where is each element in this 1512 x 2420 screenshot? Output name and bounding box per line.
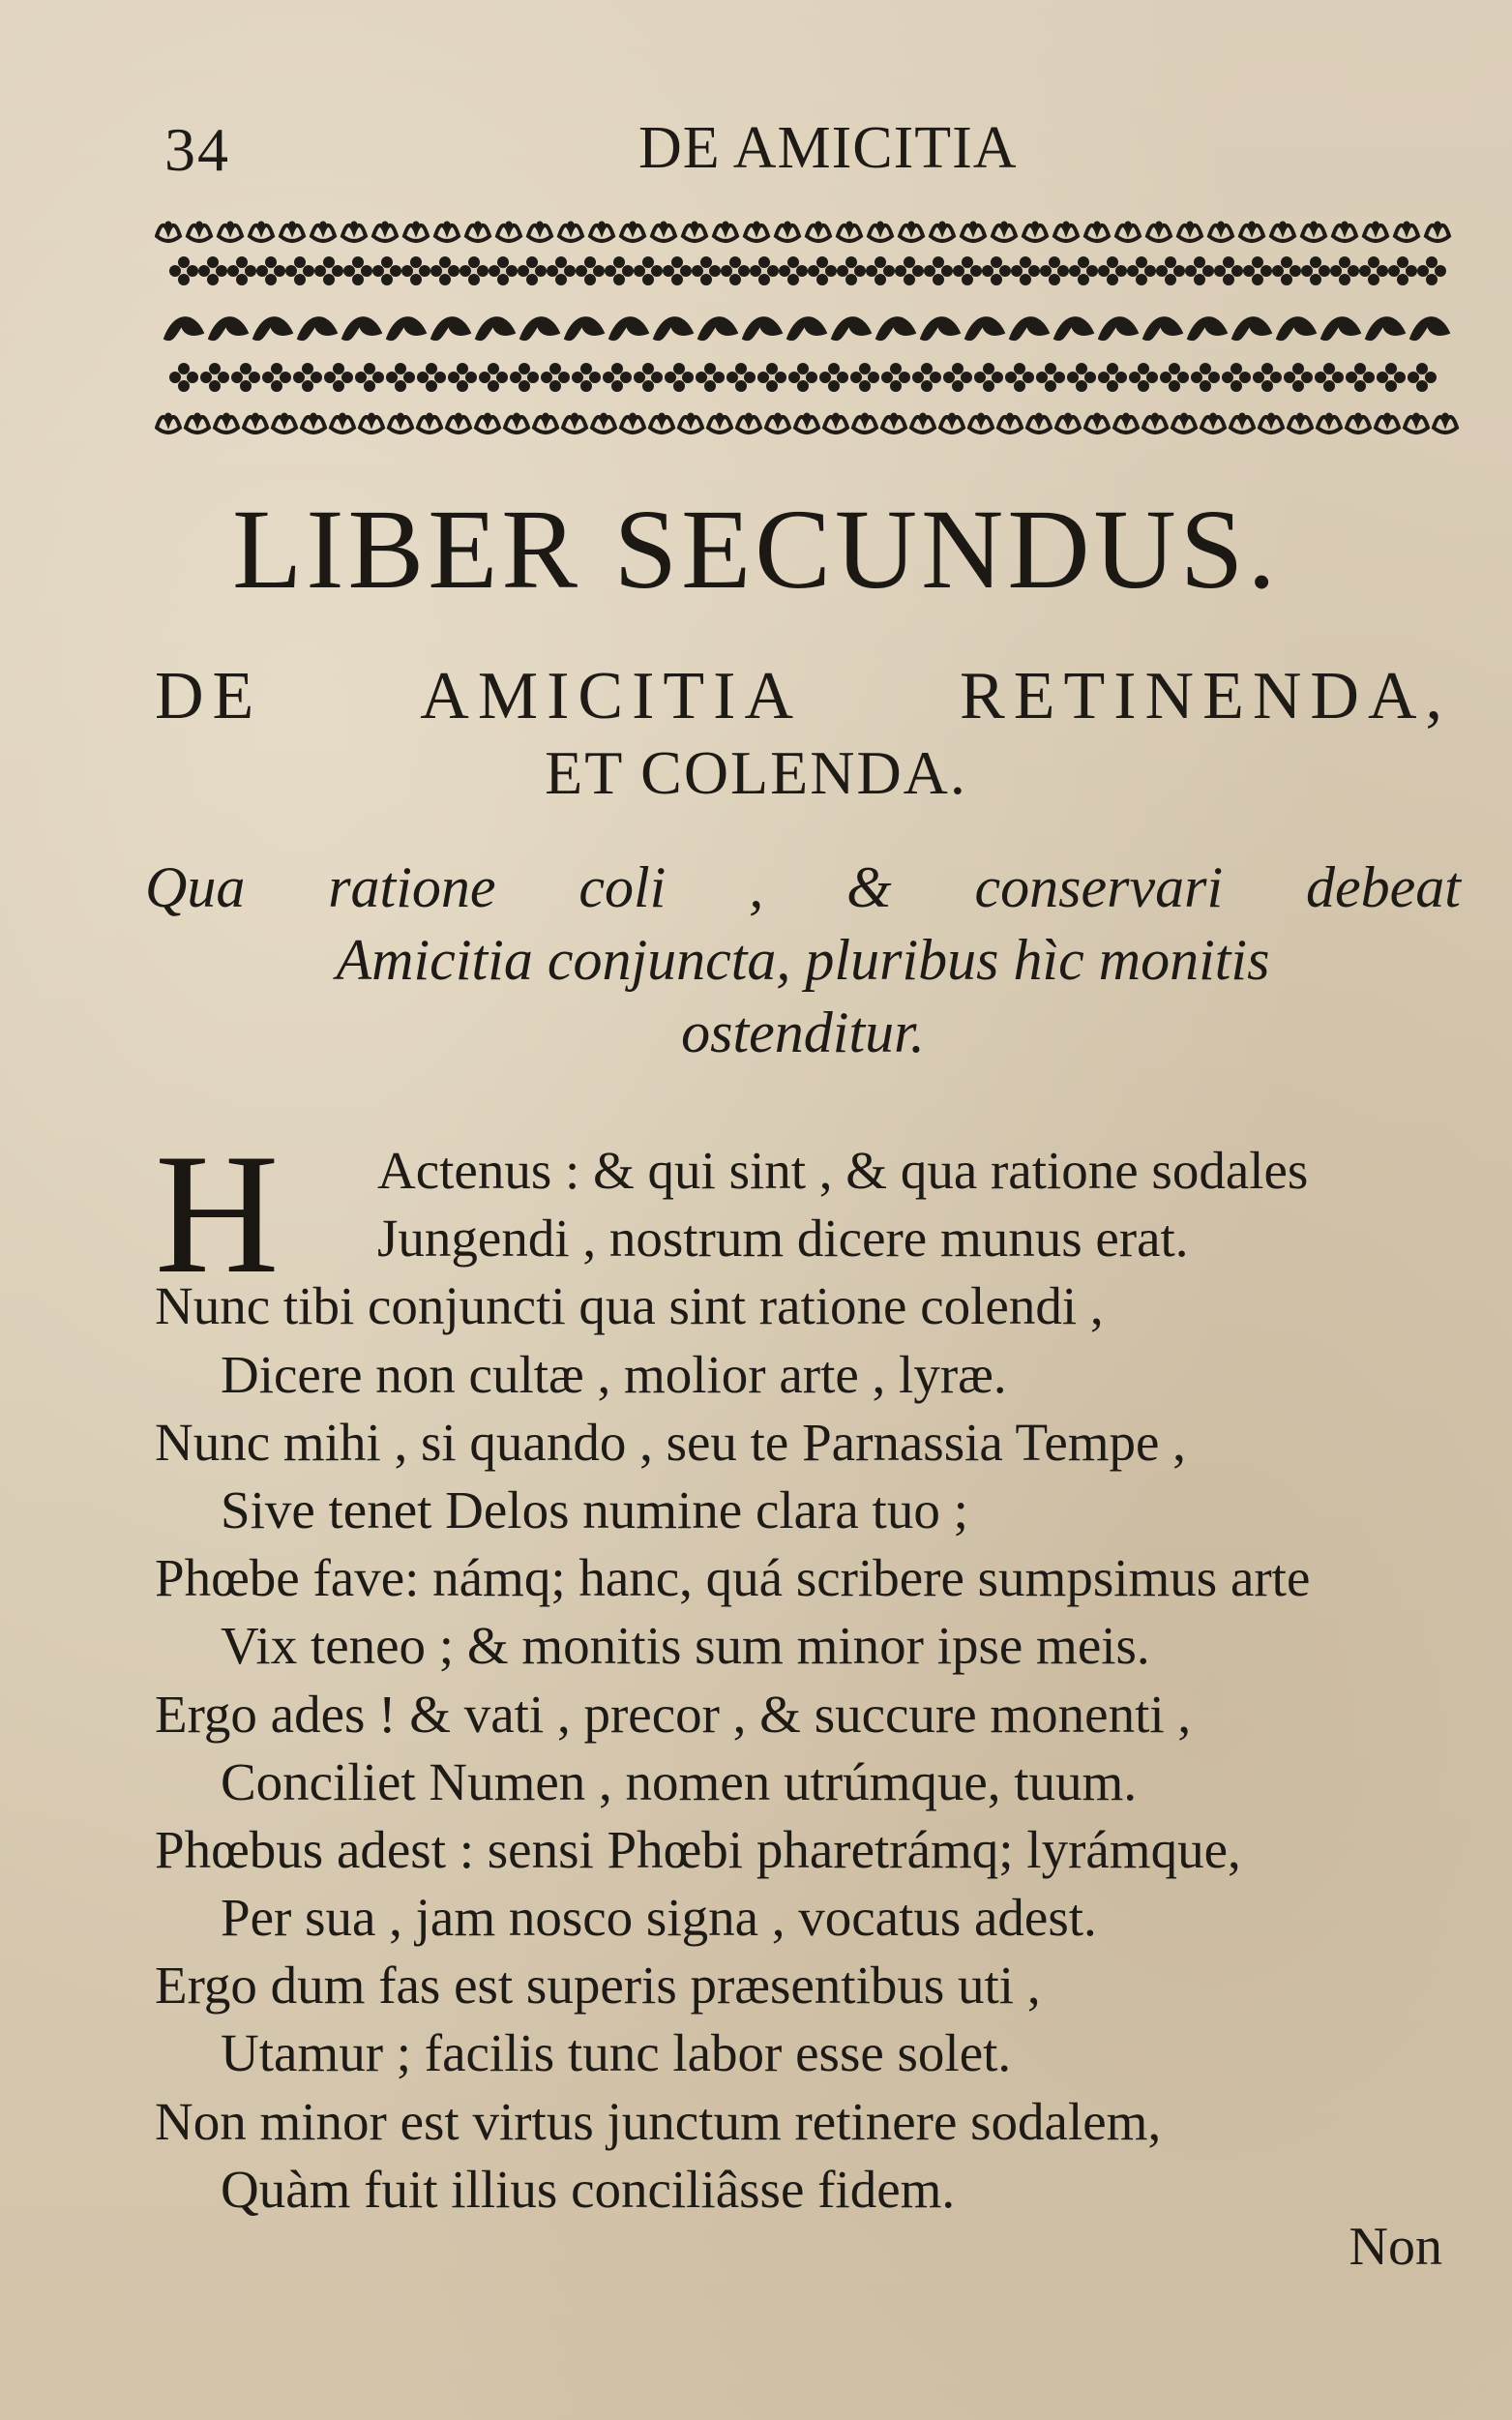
verse-line: Ergo ades ! & vati , precor , & succure monenti , [155,1684,1192,1744]
running-title: DE AMICITIA [638,115,1018,181]
summary-word: Qua [145,855,246,919]
drop-cap: H [155,1118,280,1309]
verse-line: Nunc tibi conjuncti qua sint ratione colendi , [155,1276,1104,1336]
book-title: LIBER SECUNDUS. [232,486,1280,612]
verse-line: Sive tenet Delos numine clara tuo ; [221,1479,968,1539]
verse-line: Phœbe fave: námq; hanc, quá scribere sumpsimus arte [155,1548,1311,1608]
subtitle-word: DE [155,659,263,733]
summary-line-3: ostenditur. [681,1001,925,1064]
summary-word: , [749,855,764,919]
verse-line: Quàm fuit illius conciliâsse fidem. [221,2159,956,2219]
subtitle-word: AMICITIA [420,659,803,733]
summary-word: ratione [328,855,496,919]
summary-line-2: Amicitia conjuncta, pluribus hìc monitis [336,928,1270,992]
verse-line: Ergo dum fas est superis præsentibus uti , [155,1956,1041,2016]
summary-word: coli [578,855,667,919]
summary-word: & [846,855,892,919]
subtitle-word: RETINENDA, [960,659,1451,733]
verse-line: Utamur ; facilis tunc labor esse solet. [221,2023,1012,2083]
chapter-summary [145,851,1461,1069]
verse-line: Jungendi , nostrum dicere munus erat. [377,1209,1189,1269]
summary-word: conservari [974,855,1224,919]
verse-line: Phœbus adest : sensi Phœbi pharetrámq; lyrámque, [155,1819,1241,1879]
summary-word: debeat [1306,855,1461,919]
verse-line: Non minor est virtus junctum retinere sodalem, [155,2091,1162,2151]
catchword: Non [1349,2217,1442,2277]
subtitle-line-1 [155,658,1451,735]
subtitle-line-2: ET COLENDA. [545,738,967,807]
verse-line: Actenus : & qui sint , & qua ratione sodales [377,1141,1309,1200]
verse-line: Vix teneo ; & monitis sum minor ipse meis. [221,1616,1150,1676]
ornamental-headpiece [155,201,1461,443]
verse-line: Conciliet Numen , nomen utrúmque, tuum. [221,1751,1138,1811]
poem-verse [155,1137,1470,2224]
verse-line: Nunc mihi , si quando , seu te Parnassia Tempe , [155,1412,1186,1472]
verse-line: Dicere non cultæ , molior arte , lyræ. [221,1344,1007,1404]
summary-line-1 [145,851,1461,924]
page-number: 34 [164,115,230,184]
verse-line: Per sua , jam nosco signa , vocatus adest. [221,1888,1097,1948]
